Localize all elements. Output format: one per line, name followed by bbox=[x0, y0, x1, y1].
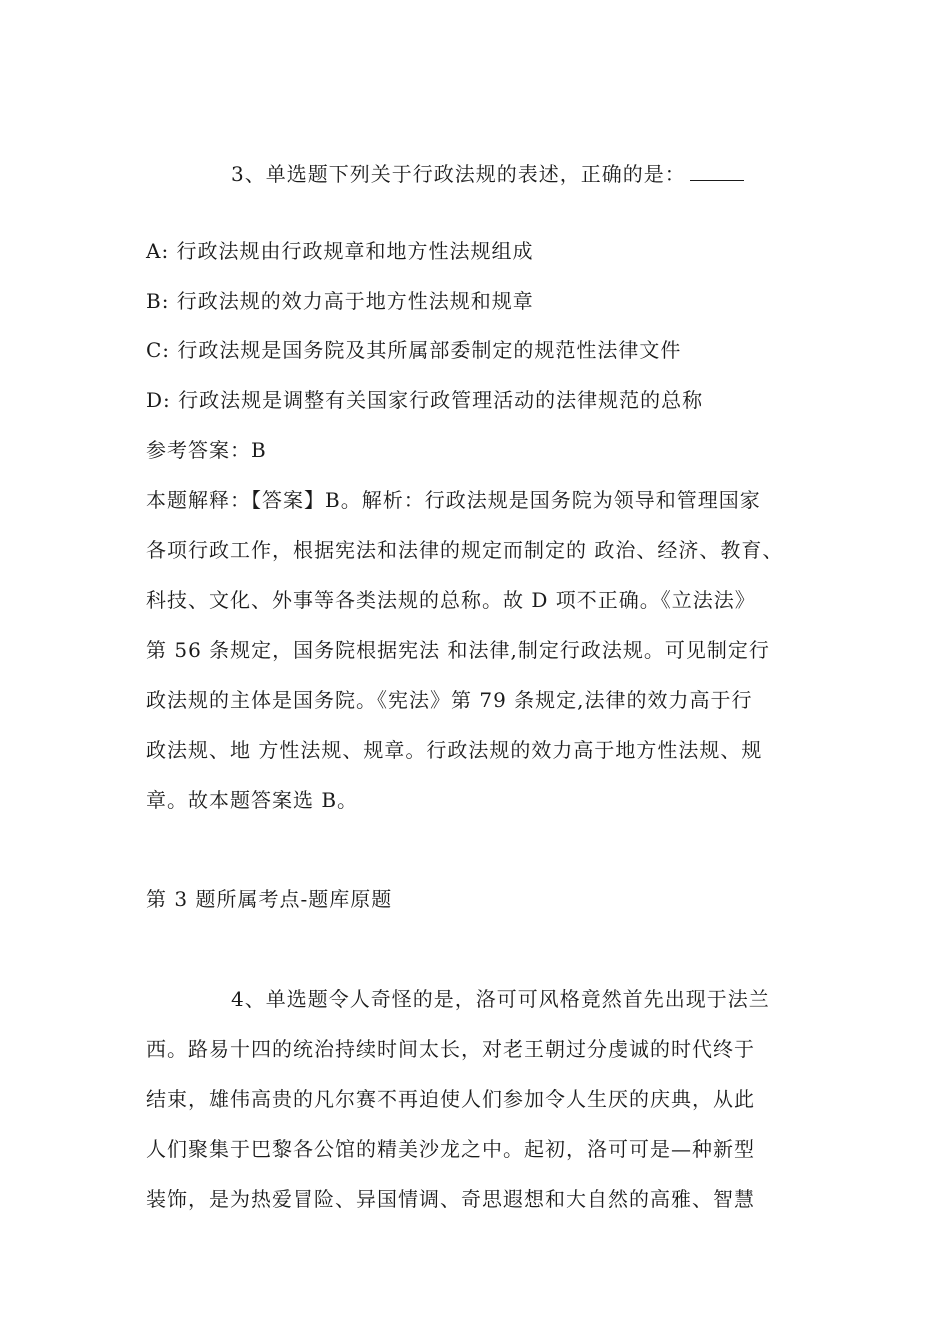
q3-answer: 参考答案：B bbox=[146, 438, 267, 462]
q3-explanation-line: 本题解释：【答案】B。解析：行政法规是国务院为领导和管理国家 bbox=[146, 488, 761, 512]
q4-line: 结束，雄伟高贵的凡尔赛不再迫使人们参加令人生厌的庆典，从此 bbox=[146, 1087, 755, 1111]
q3-topic: 第 3 题所属考点-题库原题 bbox=[146, 887, 393, 911]
q3-option-d: D: 行政法规是调整有关国家行政管理活动的法律规范的总称 bbox=[146, 388, 704, 412]
q3-explanation-line: 第 56 条规定，国务院根据宪法 和法律,制定行政法规。可见制定行 bbox=[146, 638, 770, 662]
q3-explanation-line: 章。故本题答案选 B。 bbox=[146, 788, 359, 812]
q3-stem: 3、单选题下列关于行政法规的表述，正确的是： bbox=[231, 162, 686, 186]
q4-line: 4、单选题令人奇怪的是，洛可可风格竟然首先出现于法兰 bbox=[231, 987, 770, 1011]
q3-option-c: C: 行政法规是国务院及其所属部委制定的规范性法律文件 bbox=[146, 338, 682, 362]
q3-option-a: A: 行政法规由行政规章和地方性法规组成 bbox=[146, 239, 534, 263]
q3-explanation-line: 政法规、地 方性法规、规章。行政法规的效力高于地方性法规、规 bbox=[146, 738, 763, 762]
q3-explanation-line: 政法规的主体是国务院。《宪法》第 79 条规定,法律的效力高于行 bbox=[146, 688, 753, 712]
q3-explanation-line: 各项行政工作，根据宪法和法律的规定而制定的 政治、经济、教育、 bbox=[146, 538, 784, 562]
answer-blank bbox=[690, 162, 744, 181]
q3-option-b: B: 行政法规的效力高于地方性法规和规章 bbox=[146, 289, 534, 313]
q3-explanation-line: 科技、文化、外事等各类法规的总称。故 D 项不正确。《立法法》 bbox=[146, 588, 756, 612]
q4-line: 西。路易十四的统治持续时间太长，对老王朝过分虔诚的时代终于 bbox=[146, 1037, 755, 1061]
q4-line: 装饰，是为热爱冒险、异国情调、奇思遐想和大自然的高雅、智慧 bbox=[146, 1187, 755, 1211]
q3-stem-line bbox=[231, 160, 744, 188]
q4-line: 人们聚集于巴黎各公馆的精美沙龙之中。起初，洛可可是—种新型 bbox=[146, 1137, 755, 1161]
